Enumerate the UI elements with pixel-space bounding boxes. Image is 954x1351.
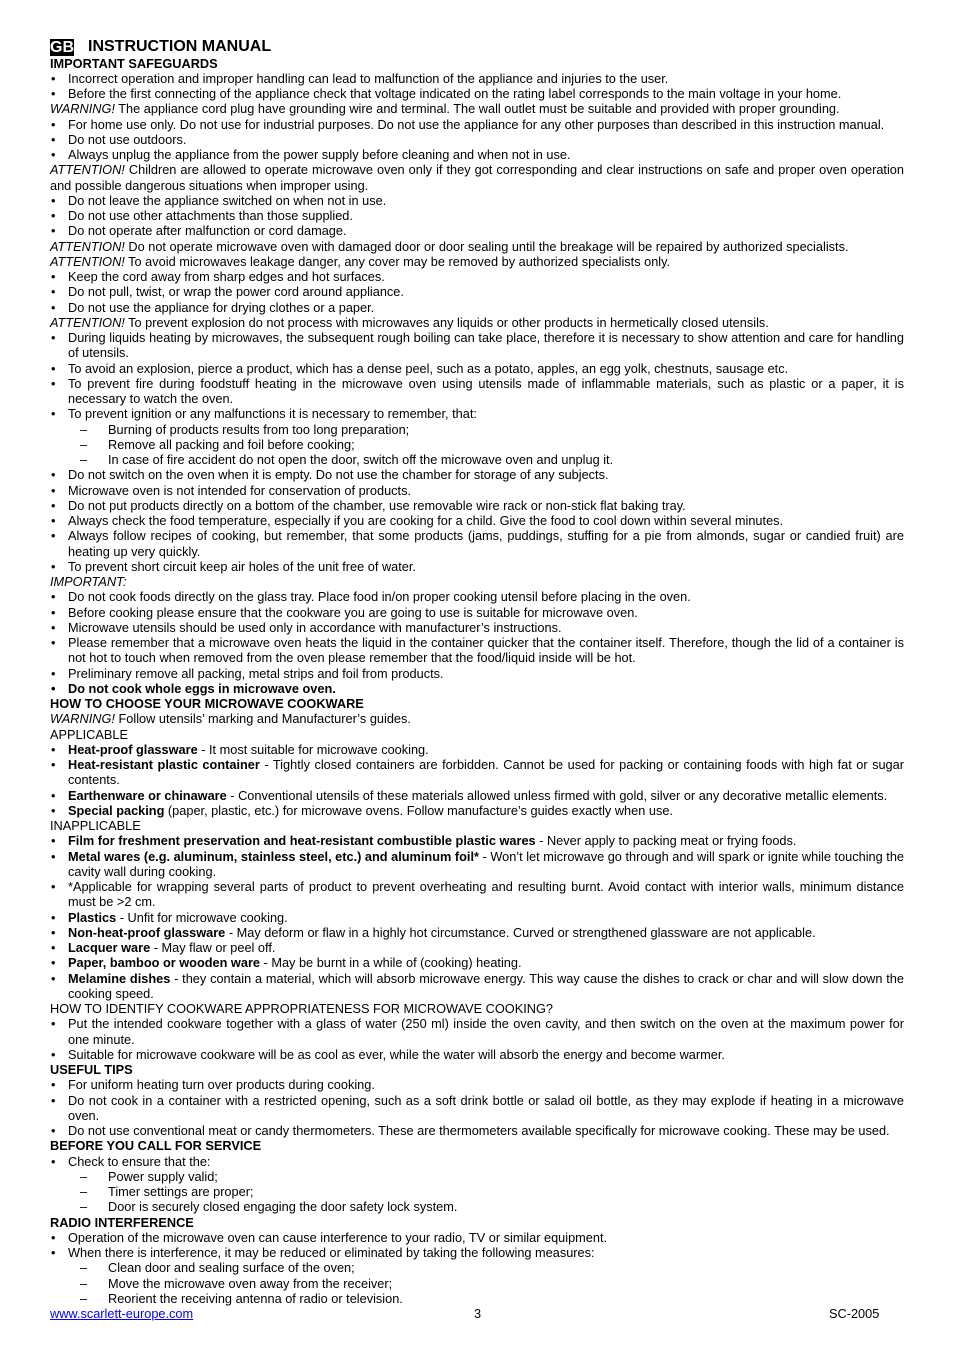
bullet-item [50,910,904,925]
bullet-item: • For home use only. Do not use for industrial purposes. Do not use the appliance for any other purposes than described in this instruction manual. [50,117,904,132]
bullet-item: • Do not use the appliance for drying clothes or a paper. [50,300,904,315]
bullet-item: • Before the first connecting of the appliance check that voltage indicated on the rating label corresponds to the main voltage in your home. [50,86,904,101]
bullet-item: • Suitable for microwave cookware will be as cool as ever, while the water will absorb the energy and become warmer. [50,1047,904,1062]
attention-note [50,254,904,269]
attention-note [50,239,904,254]
section-heading-safeguards: IMPORTANT SAFEGUARDS [50,55,218,71]
bullet-item [50,849,904,880]
item-term: Metal wares (e.g. aluminum, stainless steel, etc.) and aluminum foil* [68,848,479,864]
item-description: - they contain a material, which will absorb microwave energy. This way cause the dishes to crack or char and will slow down the cooking speed. [68,970,904,1001]
bullet-item: • Incorrect operation and improper handling can lead to malfunction of the appliance and injuries to the user. [50,71,904,86]
bullet-item: • Before cooking please ensure that the cookware you are going to use is suitable for microwave oven. [50,605,904,620]
note-text: Children are allowed to operate microwave oven only if they got corresponding and clear instructions on safe and proper oven operation and possible dangerous situations when improper using. [50,162,904,193]
section-heading-tips: USEFUL TIPS [50,1062,133,1077]
bullet-item: • Do not operate after malfunction or cord damage. [50,223,904,238]
sub-item: – Clean door and sealing surface of the oven; [50,1260,904,1275]
section-heading-cookware: HOW TO CHOOSE YOUR MICROWAVE COOKWARE [50,696,364,711]
inapplicable-label: INAPPLICABLE [50,818,141,833]
bullet-item: • Microwave utensils should be used only in accordance with manufacturer’s instructions. [50,620,904,635]
attention-label: ATTENTION! [50,162,125,178]
section-heading-identify: HOW TO IDENTIFY COOKWARE APPROPRIATENESS FOR MICROWAVE COOKING? [50,1001,553,1016]
bullet-item: • Preliminary remove all packing, metal strips and foil from products. [50,666,904,681]
item-description: - May be burnt in a while of (cooking) heating. [263,955,522,971]
sub-item: – Timer settings are proper; [50,1184,904,1199]
bullet-item: • During liquids heating by microwaves, the subsequent rough boiling can take place, therefore it is necessary to show attention and care for handling of utensils. [50,330,904,361]
bullet-item: • *Applicable for wrapping several parts of product to prevent overheating and resulting burnt. Avoid contact with interior walls, minimum distance must be >2 cm. [50,879,904,910]
bullet-item: • Please remember that a microwave oven heats the liquid in the container quicker that the container itself. Therefore, though the lid of a container is not hot to touch when removed from the oven please remember that the food/liquid inside will be hot. [50,635,904,666]
applicable-label: APPLICABLE [50,726,128,742]
bullet-item: • When there is interference, it may be reduced or eliminated by taking the following measures: [50,1245,904,1260]
note-text: To avoid microwaves leakage danger, any cover may be removed by authorized specialists only. [128,253,671,269]
attention-note [50,315,904,330]
warning-label: WARNING! [50,711,115,727]
bullet-item [50,971,904,1002]
bullet-item: • For uniform heating turn over products during cooking. [50,1077,904,1092]
bullet-item: • Do not cook foods directly on the glass tray. Place food in/on proper cooking utensil before placing in the oven. [50,589,904,604]
warning-label: WARNING! [50,101,115,117]
item-description: - Unfit for microwave cooking. [119,909,288,925]
note-text: Do not operate microwave oven with damaged door or door sealing until the breakage will be repaired by authorized specialists. [128,238,849,254]
item-term: Film for freshment preservation and heat-resistant combustible plastic wares [68,833,536,849]
sub-item: – Remove all packing and foil before cooking; [50,437,904,452]
item-term: Melamine dishes [68,970,171,986]
bullet-item: • Put the intended cookware together with a glass of water (250 ml) inside the oven cavity, and then switch on the oven at the maximum power for one minute. [50,1016,904,1047]
attention-label: ATTENTION! [50,238,125,254]
item-description: - Conventional utensils of these materials allowed unless firmed with gold, silver or any decorative metallic elements. [230,787,888,803]
bullet-item: • Microwave oven is not intended for conservation of products. [50,483,904,498]
sub-item: – Power supply valid; [50,1169,904,1184]
attention-note [50,162,904,193]
sub-item: – Door is securely closed engaging the door safety lock system. [50,1199,904,1214]
bullet-item: • Do not switch on the oven when it is empty. Do not use the chamber for storage of any subjects. [50,467,904,482]
item-description: - May deform or flaw in a highly hot circumstance. Curved or strengthened glassware are not applicable. [228,924,816,940]
bullet-item [50,742,904,757]
bullet-item [50,925,904,940]
bullet-item: • To prevent fire during foodstuff heating in the microwave oven using utensils made of inflammable materials, such as plastic or a paper, it is necessary to watch the oven. [50,376,904,407]
sub-item: – Burning of products results from too long preparation; [50,422,904,437]
bullet-item: • Keep the cord away from sharp edges and hot surfaces. [50,269,904,284]
manual-title: INSTRUCTION MANUAL [88,38,272,55]
page-number: 3 [474,1306,482,1321]
language-badge: GB [50,38,74,56]
note-text: Follow utensils’ marking and Manufacturer’s guides. [118,711,411,727]
bullet-item [50,955,904,970]
important-label [50,574,904,589]
bullet-item: • Do not put products directly on a bottom of the chamber, use removable wire rack or non-stick flat baking tray. [50,498,904,513]
warning-note [50,711,904,726]
bullet-item [50,757,904,788]
warning-note [50,101,904,116]
bullet-item: • To prevent short circuit keep air holes of the unit free of water. [50,559,904,574]
item-description: - May flaw or peel off. [153,940,276,955]
note-text: To prevent explosion do not process with microwaves any liquids or other products in hermetically closed utensils. [128,314,769,330]
note-text: The appliance cord plug have grounding wire and terminal. The wall outlet must be suitable and provided with proper grounding. [118,101,840,117]
important-label-text: IMPORTANT: [50,574,127,589]
item-term: Paper, bamboo or wooden ware [68,955,260,971]
website-link[interactable]: www.scarlett-europe.com [50,1306,194,1321]
item-term: Heat-proof glassware [68,741,198,757]
item-description: (paper, plastic, etc.) for microwave ovens. Follow manufacture’s guides exactly when use. [167,802,673,818]
sub-item: – In case of fire accident do not open the door, switch off the microwave oven and unplug it. [50,452,904,467]
item-term: Earthenware or chinaware [68,787,227,803]
bullet-item: • Always follow recipes of cooking, but remember, that some products (jams, puddings, stuffing for a pie from almonds, sugar or candied fruit) are heating up very quickly. [50,528,904,559]
item-description: - Tightly closed containers are forbidden. Cannot be used for packing or containing foods with high fat or sugar contents. [68,757,904,788]
item-term: Lacquer ware [68,940,151,955]
bullet-item-emphasis: • Do not cook whole eggs in microwave oven. [50,681,904,696]
manual-header [50,38,271,56]
item-term: Special packing [68,802,165,818]
model-code: SC-2005 [829,1306,880,1321]
bullet-item [50,803,904,818]
bullet-item: • Operation of the microwave oven can cause interference to your radio, TV or similar equipment. [50,1230,904,1245]
sub-item: – Move the microwave oven away from the receiver; [50,1276,904,1291]
bullet-item: • Do not pull, twist, or wrap the power cord around appliance. [50,284,904,299]
manual-body [50,56,904,1307]
item-description: - Never apply to packing meat or frying foods. [539,833,797,849]
item-description: - It most suitable for microwave cooking. [201,741,429,757]
bullet-item [50,788,904,803]
page-footer [50,1306,904,1322]
bullet-item: • Always check the food temperature, especially if you are cooking for a child. Give the food to cool down within several minutes. [50,513,904,528]
bullet-item: • To avoid an explosion, pierce a product, which has a dense peel, such as a potato, apples, an egg yolk, chestnuts, sausage etc. [50,361,904,376]
section-heading-radio: RADIO INTERFERENCE [50,1214,194,1230]
bullet-item: • To prevent ignition or any malfunctions it is necessary to remember, that: [50,406,904,421]
bullet-item [50,833,904,848]
item-term: Non-heat-proof glassware [68,924,226,940]
item-description: - Won’t let microwave go through and will spark or ignite while touching the cavity wall during cooking. [68,848,905,879]
bullet-item: • Do not leave the appliance switched on when not in use. [50,193,904,208]
bullet-item: • Do not use conventional meat or candy thermometers. These are thermometers available specifically for microwave cooking. These may be used. [50,1123,904,1138]
bullet-item [50,940,904,955]
sub-item: – Reorient the receiving antenna of radio or television. [50,1291,904,1306]
item-term: Heat-resistant plastic container [68,757,260,772]
bullet-item: • Do not cook in a container with a restricted opening, such as a soft drink bottle or salad oil bottle, as they may explode if heating in a microwave oven. [50,1093,904,1124]
attention-label: ATTENTION! [50,314,125,330]
section-heading-service: BEFORE YOU CALL FOR SERVICE [50,1138,262,1154]
attention-label: ATTENTION! [50,253,125,269]
bullet-item: • Do not use outdoors. [50,132,904,147]
bullet-item: • Check to ensure that the: [50,1154,904,1169]
item-term: Plastics [68,909,117,925]
bullet-item: • Do not use other attachments than those supplied. [50,208,904,223]
bullet-item: • Always unplug the appliance from the power supply before cleaning and when not in use. [50,147,904,162]
